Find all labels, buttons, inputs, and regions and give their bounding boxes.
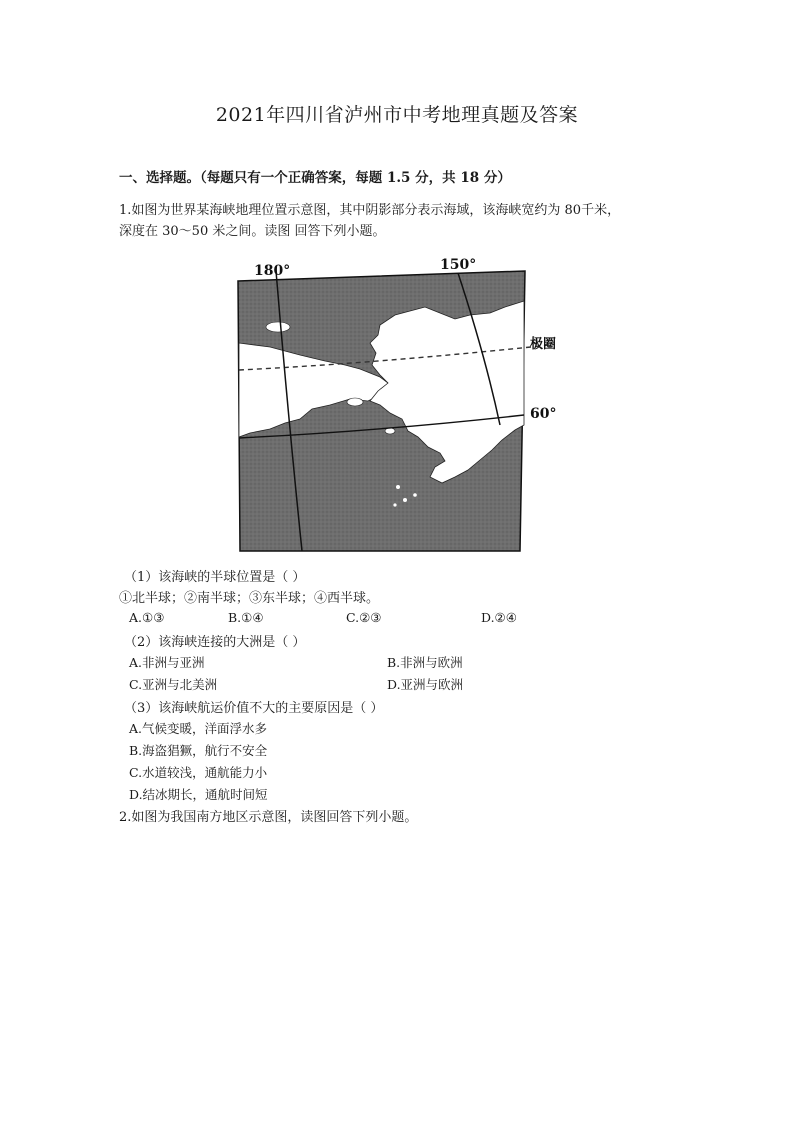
option-b: B.非洲与欧洲	[387, 655, 463, 670]
strait-map-figure	[230, 255, 560, 555]
sub-question-1-statement: ①北半球；②南半球；③东半球；④西半球。	[119, 591, 380, 606]
island	[413, 493, 417, 497]
option-b: B.①④	[228, 610, 264, 625]
option-d: D.亚洲与欧洲	[387, 677, 464, 692]
island	[347, 398, 363, 406]
island	[266, 322, 290, 332]
sub-question-2: （2）该海峡连接的大洲是（ ）	[124, 635, 306, 650]
lon-label-150: 150°	[440, 257, 477, 273]
island	[403, 498, 407, 502]
option-d: D.②④	[481, 610, 517, 625]
option-b: B.海盗猖獗，航行不安全	[129, 743, 268, 758]
option-c: C.水道较浅，通航能力小	[129, 765, 268, 780]
question-1-stem-line1: 1.如图为世界某海峡地理位置示意图，其中阴影部分表示海域，该海峡宽约为 80千米，	[119, 203, 621, 218]
lon-label-180: 180°	[254, 263, 291, 279]
option-a: A.非洲与亚洲	[129, 655, 205, 670]
island	[396, 485, 400, 489]
section-heading: 一、选择题。（每题只有一个正确答案，每题 1.5 分，共 18 分）	[119, 170, 511, 186]
option-a: A.①③	[129, 610, 165, 625]
option-c: C.②③	[346, 610, 382, 625]
option-c: C.亚洲与北美洲	[129, 677, 218, 692]
sub-question-1: （1）该海峡的半球位置是（ ）	[124, 570, 306, 585]
option-d: D.结冰期长，通航时间短	[129, 787, 268, 802]
question-2-stem: 2.如图为我国南方地区示意图，读图回答下列小题。	[119, 810, 418, 825]
option-a: A.气候变暖，洋面浮水多	[129, 721, 268, 736]
lat-label-60: 60°	[530, 406, 557, 422]
island	[393, 503, 396, 506]
question-1-stem-line2: 深度在 30～50 米之间。读图 回答下列小题。	[119, 224, 386, 239]
page-title: 2021年四川省泸州市中考地理真题及答案	[215, 104, 579, 126]
strait-map	[230, 255, 560, 555]
sub-question-3: （3）该海峡航运价值不大的主要原因是（ ）	[124, 701, 384, 716]
arctic-circle-label: 极圈	[530, 337, 557, 352]
